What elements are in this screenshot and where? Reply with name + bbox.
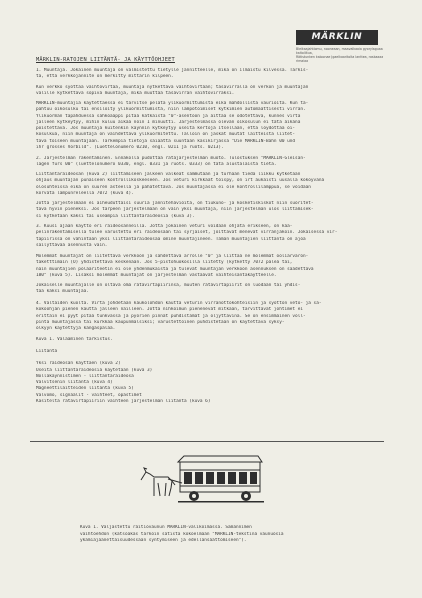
text-line: olkyyn käytettyjä kangaspalaa. xyxy=(36,326,116,332)
text-line: lagen fürs 00" (luettelonumero 0330, engl. 0331 ja ruots. 0333) on tätä alustalaista tietä. xyxy=(36,162,277,168)
figure-caption xyxy=(80,525,380,545)
text-line: Jokaiselle muuntajalle on oltava oma ratavirtapiirinsä, muuten ratavirtapiirit on luodaan tai yhdis- xyxy=(36,283,301,288)
text-line: 1. Muuntaja. Jokainen muuntaja on valmistettu tietylle jännitteelle, mikä on ilmaistu kilvessä. Tarkis- xyxy=(36,68,309,73)
caption-line: Kuva 1. Valjastettu raitiovaunun MÄRKLIN-valikoimassa. Samannimen xyxy=(80,525,252,530)
paragraph-transformer xyxy=(36,68,386,81)
list-item: Käsiteltä ratavirtapiiriin vaihteen järjestelmän liitäntä (kuva 6) xyxy=(36,399,211,405)
text-line: ta, että verkkojännite on merkitty mittarin kilpeen. xyxy=(36,74,174,80)
list-item: Valvomo, signaalit - vaihteet, opastimet xyxy=(36,392,142,398)
text-line: Kuva 1. Valaaminen tarkistus. xyxy=(36,337,113,342)
text-line: ohjaus muuntajan punaiseen kontrollikoskeeseen. Jos veturi kirkkaat toispy, on irt aukaisti uusalla kokoyvänä xyxy=(36,178,325,184)
text-line: ihr grosses Vorbild". (Luettelonumero 0210, engl. 0211 ja ruots. 0213). xyxy=(36,145,224,151)
text-line: Molemmat muuntajat on liitettävä verkkoon ja sähdettävä ärrolle "0" ja liittää ne molemmat ooliarvaron- xyxy=(36,254,309,259)
text-line: säilyttävää asennusta vain. xyxy=(36,242,108,248)
list-item: Magneettilaitteiden liitäntä (kuva 5) xyxy=(36,386,134,392)
paragraph-overload xyxy=(36,101,386,151)
text-line: tava hyvin pieneksi. Jos tarpeen järjestelmään on väin yksi muuntaja, niin järjestelmän ulos liittämisek- xyxy=(36,207,314,213)
text-line: kosulkua, niin muuntaja on vaihdettava ylikuormitettu. Tällöin on jaskat muutat laitteista liitet- xyxy=(36,132,296,138)
marklin-logo: MÄRKLIN xyxy=(296,30,378,45)
text-line: Kun verkko syöttää vaihtovirtaa, muuntaja nytkettävä vaihtovirtaan; tasavirralla on verkon ja muuntajan xyxy=(36,85,309,90)
list-item: Valvitsenin liitäntä (kuva 4) xyxy=(36,380,113,386)
paragraph-ac-dc xyxy=(36,85,386,98)
horse-tram-illustration xyxy=(138,450,268,506)
logo-tagline xyxy=(296,47,392,63)
text-line: 180° (kuva 5). Lisäksi molemmat muuntajat on järjestelmän vastaavat vaihteisäntäkäytteelle. xyxy=(36,272,277,278)
text-line: Ylikuorman tapahduessa sähköaappi pitää katkaista "0"-asentoon ja aittaa se odotettava, kunnes virta xyxy=(36,113,301,119)
text-line: taketttimain (O) yhdistettävä keskenään. Jos 5-pistohuokosilla liitetty (kytketty 7072 palea tai, xyxy=(36,260,293,266)
text-line: tapiirissä on vähintään yksi liittäntäraideosaa omine muuntajineen. Tämän muuntajien liittäntä on ajoa xyxy=(36,236,306,242)
text-line: Liittäntäraideosan (kuva 2) liittämiseen jälkeen valkeat sammutaan ja turhaan tiedä liikku kytketään xyxy=(36,172,301,177)
document-title: MÄRKLIN-RATOJEN LIITÄNTÄ- JA KÄYTTÖOHJEET xyxy=(36,57,175,63)
text-line: tää kaksi muuntajaa. xyxy=(36,289,89,295)
paragraph-polarity xyxy=(36,254,386,279)
text-line: jälleen kytkeytyy, mihin kuluu aikaa noin 1 minuutti. Järjestelmässä olevan oikosulun ei tätä aikana xyxy=(36,119,301,125)
text-line: erittäin ei pyyt pitää tunkvässä ja pyörien pinnat puhdistamat ja öljyttävinä. Se on ensimmäinen voll- xyxy=(36,313,306,319)
caption-line: ykamiajaanettaisuudessaan syntymiseen ja edellansaattomiseen"). xyxy=(80,538,247,544)
caption-line: vaihtoehdon (katsoakas tarkoin sätistä kokoelmaan "MÄRKLIN-tekstinä vaunuosia xyxy=(80,531,284,537)
text-line: 3. Kuusi ajaan käyttö eri raideosanneilla. Jotta jokainen veturi voidaan ohjata erikseen, on kaa- xyxy=(36,224,293,229)
text-line: korvata lampunreleellä 7072 (kuva 4). xyxy=(36,190,134,196)
text-line: näin muuntajien polaariteetin ei ole yhdenmukaista ja tulevat muuntajan verkkoon asennuksen on säädettävä xyxy=(36,266,314,272)
list-heading: Liitäntä xyxy=(36,349,58,354)
text-line: kokoohjan pienen kautta jälleen näilleen. Jotta nihköimun pienenevät mitkään, tarvittavat johtimet ei xyxy=(36,307,303,313)
paragraph-layout xyxy=(36,156,386,169)
list-item: Yksi raideosan käyttäen (kuva 2) xyxy=(36,361,121,367)
paragraph-own-circuit xyxy=(36,283,386,296)
paragraph-maintenance xyxy=(36,301,386,332)
text-line: tävä toiseen muuntajaan. Tarkempia tietoja saiaatta suuntaan käsikirjassa "Die MÄRKLIN-Bahn 00 und xyxy=(36,138,296,144)
text-line: Jotta järjestelmään ei aiheuduttaisi suuria jännitehäviöitä, on tiukuno- ja kosketiskiskot niin suoritet- xyxy=(36,201,314,206)
text-line: 2. Järjestelmän rakentaminen. Ennakolla pudottaa ratajärjestelmän muoto. Tulostuksen "MÄRKLIN-Gleisan- xyxy=(36,156,306,161)
text-line: MÄRKLIN-muuntajia käytettäessä ei tarvitse pelätä ylikuormittumista eikä mahdollista vaurioita. Kun ta- xyxy=(36,101,309,106)
text-line: poistettava. Jos muuntaja kuitenkin käynnin kytkeytyy useita kertoja itsellään, että löydöttää oi- xyxy=(36,126,296,132)
paragraph-connection-track xyxy=(36,172,386,197)
paragraph-voltage-drop xyxy=(36,201,386,220)
list-item: Useita liittäntäraideosia käytetään (kuva 3) xyxy=(36,367,153,373)
section-divider xyxy=(30,441,384,442)
text-line: välille kytkettävä sopiva muuntaja, mikä muuttaa tasavirran vaihtovirraksi. xyxy=(36,91,235,97)
logo-tagline-line: Bleikaajahtiomu, nooneaan, maavalkaaia gyorylaguaa kaitoliitua, xyxy=(296,47,383,56)
paragraph-multiple-circuits xyxy=(36,224,386,249)
text-line: si kytketään kaksi tai useampia liittäntäraideosia (kuva 3). xyxy=(36,213,195,219)
text-line: pelinrakentamisella tulee varustettu eri raideosaan tai syrjäiset, joittavat menevät virranjakoin. Jokaisessa vir- xyxy=(36,230,338,236)
text-line: pahtuu oikosulku tai ensilöity ylikuormittumista, niin lämpötoimiset kytkimien automaattisesti virran. xyxy=(36,107,306,113)
connection-list xyxy=(36,349,386,405)
logo-tagline-line: Rätistunken kaloonae Jgaelkaaritolta lanttea, raskaaaa rimaiaa xyxy=(296,55,384,64)
list-item: Nollakäynnistimen - liittäntäraideosa xyxy=(36,373,134,379)
figure-reference xyxy=(36,337,386,343)
text-line: pinta muuntajassa tai kurkkaa kaupunmalsiksi; varustettoinen puhdistetaan on käytettävä syksy- xyxy=(36,319,285,325)
text-line: 4. Valtaiden kuolta. Virta johdetaan kaukolohdon kautta veturin virranottokohteisiin ja syöttön veto- ja sa- xyxy=(36,301,322,306)
text-line: olosuhteissa eikä on suuren asteella ja pahatettava. Jos muuntajassa ei ole kontrollilamppua, se voidaan xyxy=(36,184,311,190)
